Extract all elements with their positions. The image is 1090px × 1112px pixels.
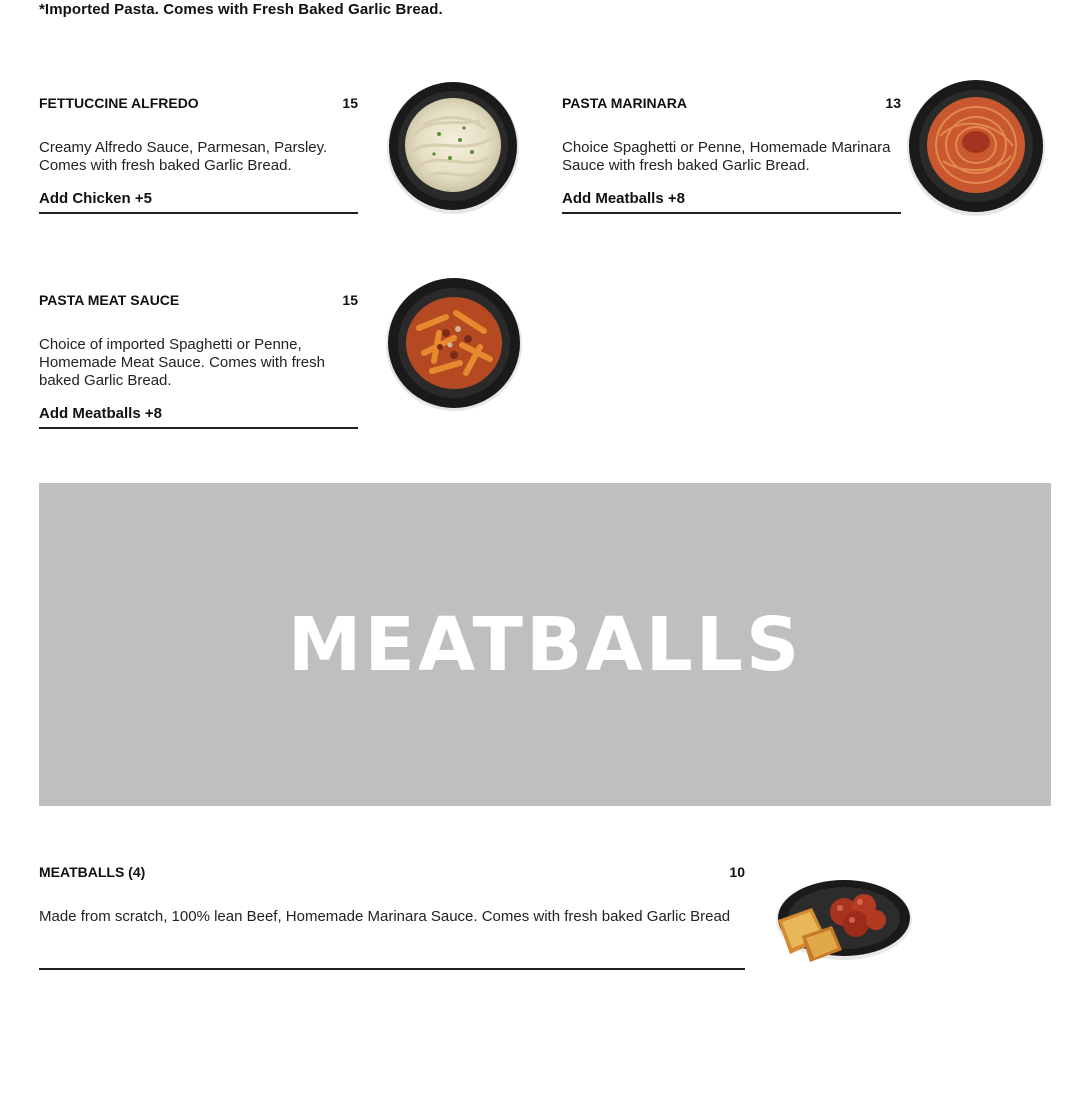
section-title: MEATBALLS	[287, 601, 803, 688]
menu-item-pasta-marinara	[562, 95, 901, 214]
menu-item-pasta-meat-sauce	[39, 292, 358, 429]
add-meatballs-option[interactable]: Add Meatballs +8	[39, 405, 162, 422]
item-name: FETTUCCINE ALFREDO	[39, 95, 199, 111]
menu-item-fettuccine-alfredo	[39, 95, 358, 214]
item-price: 13	[885, 95, 901, 111]
meatballs-section-banner	[39, 483, 1051, 806]
add-chicken-option[interactable]: Add Chicken +5	[39, 190, 152, 207]
item-description: Made from scratch, 100% lean Beef, Homemade Marinara Sauce. Comes with fresh baked Garlic Bread	[39, 908, 731, 925]
pasta-meat-sauce-image	[384, 273, 524, 413]
item-price: 10	[729, 864, 745, 880]
add-meatballs-option[interactable]: Add Meatballs +8	[562, 190, 685, 207]
item-price: 15	[342, 292, 358, 308]
pasta-note: *Imported Pasta. Comes with Fresh Baked Garlic Bread.	[39, 1, 443, 18]
item-divider	[39, 968, 745, 970]
item-price: 15	[342, 95, 358, 111]
item-name: PASTA MARINARA	[562, 95, 687, 111]
item-description: Choice of imported Spaghetti or Penne, Homemade Meat Sauce. Comes with fresh baked Garlic Bread.	[39, 336, 325, 389]
item-description: Creamy Alfredo Sauce, Parmesan, Parsley. Comes with fresh baked Garlic Bread.	[39, 139, 328, 174]
meatballs-image	[768, 868, 914, 968]
pasta-marinara-image	[905, 76, 1048, 218]
item-name: PASTA MEAT SAUCE	[39, 292, 180, 308]
menu-item-meatballs	[39, 864, 745, 970]
item-description: Choice Spaghetti or Penne, Homemade Marinara Sauce with fresh baked Garlic Bread.	[562, 139, 891, 174]
item-divider	[39, 212, 358, 214]
item-divider	[39, 427, 358, 429]
item-divider	[562, 212, 901, 214]
item-name: MEATBALLS (4)	[39, 864, 146, 880]
fettuccine-alfredo-image	[384, 76, 522, 216]
